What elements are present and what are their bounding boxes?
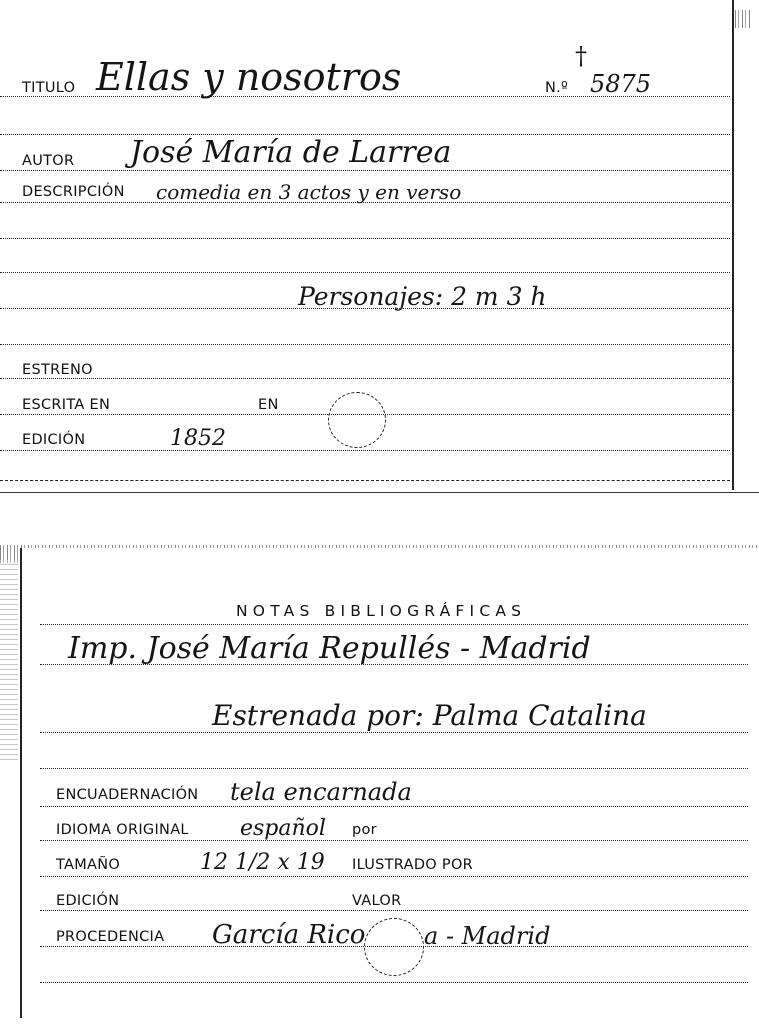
numero-value: 5875: [590, 70, 652, 98]
escrita-en-label: ESCRITA EN: [22, 397, 111, 413]
encuadernacion-line: [40, 806, 748, 807]
idioma-label: IDIOMA ORIGINAL: [56, 822, 189, 838]
estreno-line: [0, 378, 730, 379]
edicion-label: EDICIÓN: [22, 432, 86, 448]
valor-label: VALOR: [352, 893, 402, 909]
card-divider: [0, 492, 759, 493]
blank-line: [40, 982, 748, 983]
descripcion-line: [0, 202, 730, 203]
personajes-value: Personajes: 2 m 3 h: [298, 282, 547, 311]
edicion-value: 1852: [170, 426, 226, 451]
edicion-line: [0, 450, 730, 451]
encuadernacion-label: ENCUADERNACIÓN: [56, 787, 199, 803]
notas-heading: NOTAS BIBLIOGRÁFICAS: [236, 602, 527, 620]
procedencia-city: a - Madrid: [424, 922, 551, 950]
tamano-value: 12 1/2 x 19: [200, 850, 325, 875]
dagger-mark: †: [575, 42, 587, 70]
round-stamp: [328, 392, 386, 448]
descripcion-label: DESCRIPCIÓN: [22, 184, 125, 200]
note-line-1-rule: [40, 664, 748, 665]
blank-line: [0, 344, 730, 345]
autor-line: [0, 170, 730, 171]
blank-line: [40, 768, 748, 769]
en-label: EN: [258, 397, 279, 413]
note-line-1: Imp. José María Repullés - Madrid: [68, 631, 591, 666]
edicion-back-line: [40, 910, 748, 911]
titulo-line: [0, 96, 730, 97]
autor-label: AUTOR: [22, 153, 75, 169]
autor-value: José María de Larrea: [130, 135, 452, 170]
titulo-label: TITULO: [22, 80, 76, 96]
estreno-label: ESTRENO: [22, 362, 93, 378]
catalog-card-front: [0, 0, 734, 490]
descripcion-value: comedia en 3 actos y en verso: [156, 180, 462, 204]
note-line-2-rule: [40, 732, 748, 733]
procedencia-line: [40, 946, 748, 947]
encuadernacion-value: tela encarnada: [230, 778, 412, 806]
tamano-line: [40, 876, 748, 877]
numero-label: N.º: [545, 80, 569, 96]
round-stamp: [364, 918, 424, 976]
edicion-back-label: EDICIÓN: [56, 893, 120, 909]
blank-line: [0, 272, 730, 273]
ilustrado-label: ILUSTRADO POR: [352, 857, 474, 873]
scan-edge-noise-left: [0, 560, 18, 760]
personajes-line: [0, 308, 730, 309]
procedencia-value: García Rico: [212, 920, 366, 950]
blank-line: [0, 238, 730, 239]
titulo-value: Ellas y nosotros: [96, 55, 402, 99]
heading-line: [40, 624, 748, 625]
por-label: por: [352, 822, 377, 838]
procedencia-label: PROCEDENCIA: [56, 929, 165, 945]
idioma-value: español: [240, 816, 326, 841]
card-bottom-line: [0, 480, 730, 481]
note-line-2: Estrenada por: Palma Catalina: [212, 699, 647, 732]
tamano-label: TAMAÑO: [56, 857, 121, 873]
idioma-line: [40, 840, 748, 841]
